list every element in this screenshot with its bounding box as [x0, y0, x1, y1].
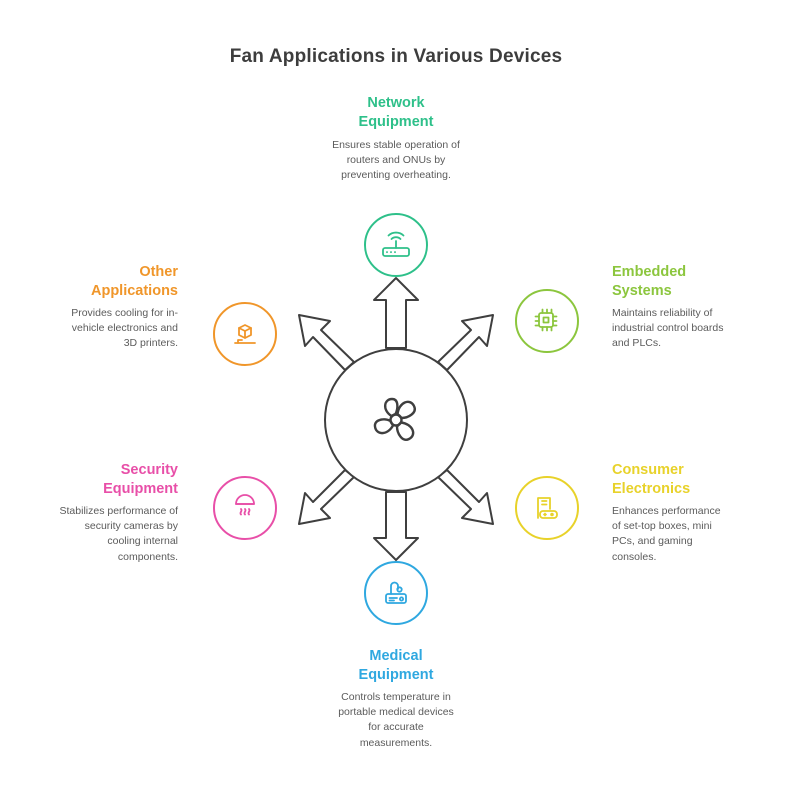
- label-line-1: Embedded: [612, 264, 687, 280]
- game-console-icon: [530, 491, 564, 525]
- central-fan-hub: [324, 348, 468, 492]
- description-other-applications: Provides cooling for in-vehicle electronics and 3D printers.: [71, 307, 178, 350]
- label-line-2: Electronics: [612, 480, 691, 497]
- label-line-1: Consumer: [612, 462, 684, 478]
- node-security-equipment[interactable]: [213, 476, 277, 540]
- medical-device-icon: [379, 576, 413, 610]
- 3d-printer-icon: [228, 317, 262, 351]
- label-line-1: Other: [139, 264, 178, 280]
- label-line-1: Medical: [369, 648, 423, 664]
- description-network-equipment: Ensures stable operation of routers and ONUs by preventing overheating.: [332, 139, 460, 182]
- label-line-2: Systems: [612, 282, 672, 299]
- label-line-2: Equipment: [358, 666, 434, 683]
- description-medical-equipment: Controls temperature in portable medical devices for accurate measurements.: [338, 691, 454, 749]
- security-sensor-icon: [228, 491, 262, 525]
- router-icon: [379, 228, 413, 262]
- label-line-1: Security: [120, 462, 178, 478]
- node-embedded-systems[interactable]: [515, 289, 579, 353]
- node-consumer-electronics[interactable]: [515, 476, 579, 540]
- node-other-applications[interactable]: [213, 302, 277, 366]
- description-consumer-electronics: Enhances performance of set-top boxes, mini PCs, and gaming consoles.: [612, 505, 721, 563]
- label-line-2: Applications: [90, 282, 178, 299]
- node-medical-equipment[interactable]: [364, 561, 428, 625]
- label-line-1: Network: [367, 95, 425, 111]
- description-security-equipment: Stabilizes performance of security cameras by cooling internal components.: [59, 505, 178, 563]
- label-line-2: Equipment: [103, 480, 178, 497]
- label-line-2: Equipment: [358, 113, 434, 130]
- microchip-icon: [530, 304, 564, 338]
- page-title: Fan Applications in Various Devices: [229, 46, 563, 67]
- node-network-equipment[interactable]: [364, 213, 428, 277]
- description-embedded-systems: Maintains reliability of industrial control boards and PLCs.: [612, 307, 724, 350]
